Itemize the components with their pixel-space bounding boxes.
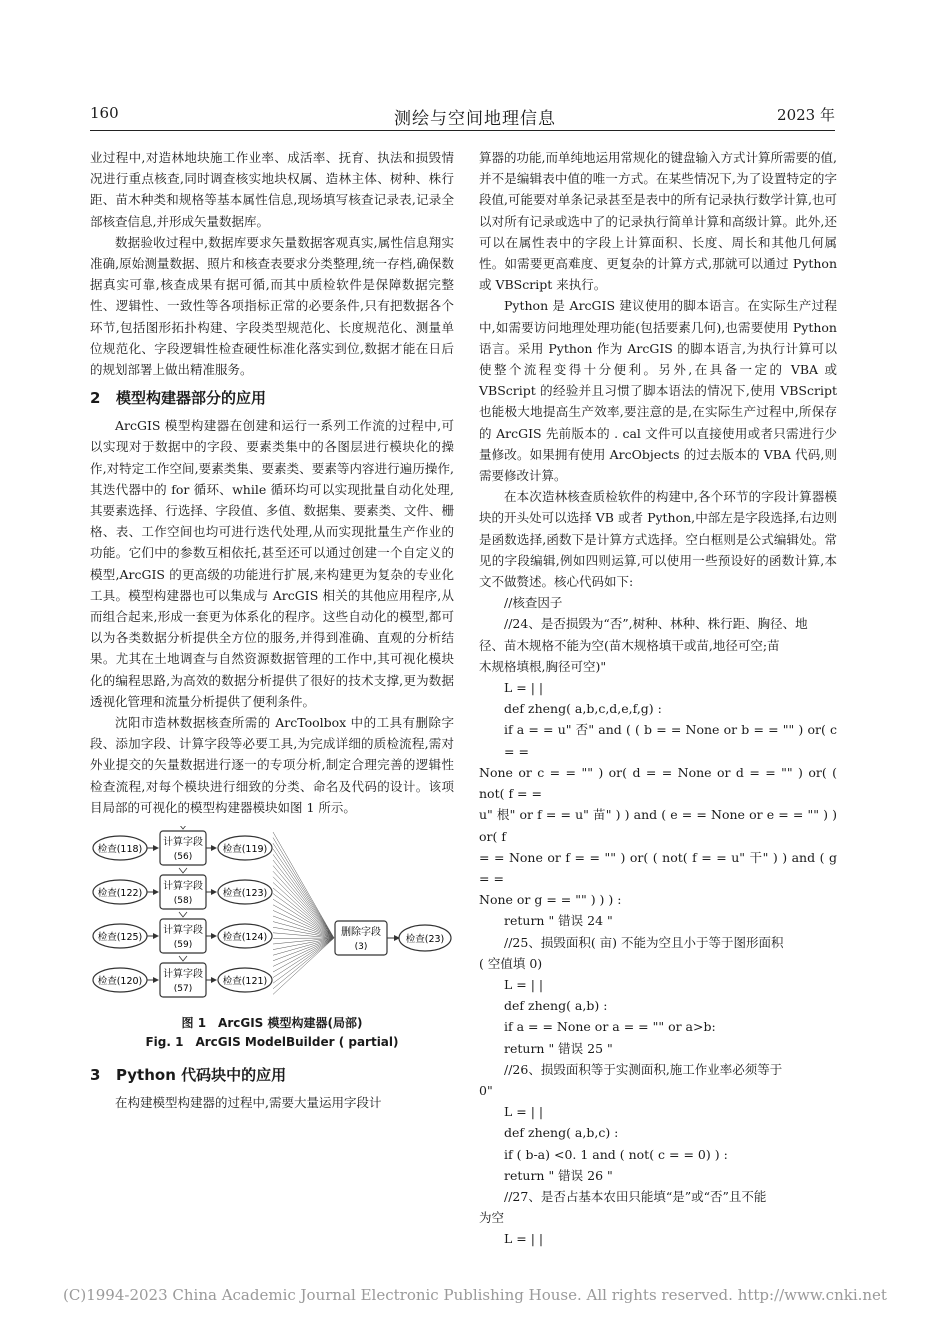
journal-title: 测绘与空间地理信息: [394, 109, 556, 129]
section-number: 2: [90, 389, 101, 408]
paragraph: 在构建模型构建器的过程中,需要大量运用字段计: [115, 1095, 382, 1111]
section-title: 模型构建器部分的应用: [116, 389, 267, 408]
code-line: def zheng( a,b) :: [504, 998, 608, 1014]
paragraph: 沈阳市造林数据核查所需的 ArcToolbox 中的工具有删除字段、添加字段、计算字段等必要工具,为完成详细的质检流程,需对外业提交的矢量数据进行逐一的专项分析,制定合理完善的逻辑性检查流程,对每个模块进行细致的分类、命名及代码的设计。该项目局部的可视化的模型构建器模块如图 1 所示。: [90, 715, 454, 815]
figure-row: [93, 956, 272, 997]
code-block: [479, 592, 837, 1249]
year-label: 2023 年: [777, 106, 835, 124]
code-line: //26、损毁面积等于实测面积,施工作业率必须等于: [504, 1061, 783, 1077]
delete-field-id: (3): [354, 942, 368, 953]
code-line: //核查因子: [504, 595, 563, 611]
delete-field-label: 删除字段: [341, 927, 381, 939]
paragraph: 数据验收过程中,数据库要求矢量数据客观真实,属性信息翔实准确,原始测量数据、照片和核查表要求分类整理,统一存档,确保数据真实可靠,核查成果有据可循,而其中质检软件是保障数据完整性、逻辑性、一致性等各项指标正常的必要条件,只有把数据各个环节,包括图形拓扑构建、字段类型规范化、长度规范化、测量单位规范化、字段逻辑性检查硬性标准化落实到位,数据才能在日后的规划部署上做出精准服务。: [90, 234, 454, 378]
calculate-field-id: (57): [173, 984, 193, 995]
section-heading-2: [90, 387, 454, 408]
paragraph: 算器的功能,而单纯地运用常规化的键盘输入方式计算所需要的值,并不是编辑表中值的唯一方式。在某些情况下,为了设置特定的字段值,可能要对单条记录甚至是表中的所有记录执行数学计算,也可以对所有记录或选中了的记录执行简单计算和高级计算。此外,还可以在属性表中的字段上计算面积、长度、周长和其他几何属性。如需要更高难度、更复杂的计算方式,那就可以通过 Python 或 VBScript 来执行。: [479, 150, 837, 293]
calculate-field-id: (56): [173, 852, 193, 863]
section-number: 3: [90, 1066, 101, 1085]
input-check-label: 检查(125): [97, 932, 143, 944]
code-line: if ( b-a) <0. 1 and ( not( c = = 0) ) :: [504, 1146, 728, 1162]
calculate-field-label: 计算字段: [163, 925, 203, 937]
calculate-field-id: (59): [173, 940, 193, 951]
code-line: //25、损毁面积( 亩) 不能为空且小于等于图形面积: [504, 934, 784, 950]
final-check-label: 检查(23): [405, 934, 445, 946]
code-line: if a = = u" 否" and ( ( b = = None or b = = "" ) or( c = =: [504, 722, 837, 759]
code-line: 木规格填根,胸径可空)": [479, 658, 607, 674]
code-line: 径、苗木规格不能为空(苗木规格填干或苗,地径可空;苗: [479, 637, 780, 653]
code-line: return " 错误 25 ": [504, 1040, 613, 1056]
figure-row: [93, 826, 272, 865]
code-line: //24、是否损毁为“否”,树种、林种、株行距、胸径、地: [504, 616, 808, 632]
output-check-label: 检查(124): [222, 932, 268, 944]
input-check-label: 检查(120): [97, 976, 143, 988]
calculate-field-label: 计算字段: [163, 837, 203, 849]
code-line: L = | |: [504, 1231, 544, 1247]
code-line: None or c = = "" ) or( d = = None or d = = "" ) or( ( not( f = =: [479, 764, 837, 802]
code-line: 0": [479, 1082, 493, 1098]
code-line: L = | |: [504, 1104, 544, 1120]
section-heading-3: [90, 1064, 454, 1085]
input-check-label: 检查(118): [97, 844, 143, 856]
code-line: if a = = None or a = = "" or a>b:: [504, 1019, 716, 1035]
section-title: Python 代码块中的应用: [116, 1066, 287, 1085]
right-column: [479, 147, 837, 1250]
code-line: def zheng( a,b,c,d,e,f,g) :: [504, 701, 662, 717]
paragraph: ArcGIS 模型构建器在创建和运行一系列工作流的过程中,可以实现对于数据中的字段、要素类集中的各图层进行模块化的操作,对特定工作空间,要素类集、要素类、要素等内容进行遍历操作,其迭代器中的 for 循环、while 循环均可以实现批量自动化处理,其要素选择、行选择、字段值、多值、数据集、要素类、文件、栅格、表、工作空间也均可进行迭代处理,从而实现批量生产作业的功能。它们中的参数互相依托,甚至还可以通过创建一个自定义的模型,ArcGIS 的更高级的功能进行扩展,来构建更为复杂的专业化工具。模型构建器也可以集成与 ArcGIS 相关的其他应用程序,从而组合起来,形成一套更为体系化的程序。这些自动化的模型,都可以为各类数据分析提供全方位的服务,并得到准确、直观的分析结果。尤其在土地调查与自然资源数据管理的工作中,其可视化模块化的编程思路,为高效的数据分析提供了很好的技术支撑,更为数据透视化管理和流量分析提供了便利条件。: [90, 418, 454, 709]
code-line: L = | |: [504, 976, 544, 992]
output-check-label: 检查(123): [222, 888, 268, 900]
paragraph: Python 是 ArcGIS 建议使用的脚本语言。在实际生产过程中,如需要访问地理处理功能(包括要素几何),也需要使用 Python 语言。采用 Python 作为 ArcGIS 的脚本语言,为执行计算可以使整个流程变得十分便利。另外,在具备一定的 VBA 或 VBScript 的经验并且习惯了脚本语法的情况下,使用 VBScript 也能极大地提高生产效率,要注意的是,在实际生产过程中,所保存的 ArcGIS 先前版本的 . cal 文件可以直接使用或者只需进行少量修改。如果拥有使用 ArcObjects 的过去版本的 VBA 代码,则需要修改计算。: [479, 298, 837, 484]
figure-caption-en: Fig. 1 ArcGIS ModelBuilder ( partial): [145, 1035, 399, 1050]
output-check-label: 检查(119): [222, 844, 268, 856]
figure-row: [93, 868, 272, 909]
code-line: ( 空值填 0): [479, 955, 543, 971]
figure-caption-cn: 图 1 ArcGIS 模型构建器(局部): [181, 1016, 363, 1031]
code-line: u" 根" or f = = u" 苗" ) ) and ( e = = None or e = = "" ) ) or( f: [479, 807, 837, 844]
fan-lines: [273, 832, 334, 994]
copyright-footer: (C)1994-2023 China Academic Journal Electronic Publishing House. All rights reserved. http://www.cnki.net: [63, 1286, 887, 1304]
code-line: return " 错误 26 ": [504, 1167, 613, 1183]
code-line: 为空: [479, 1210, 505, 1226]
calculate-field-label: 计算字段: [163, 881, 203, 893]
code-line: None or g = = "" ) ) ) :: [479, 892, 622, 908]
code-line: L = | |: [504, 680, 544, 696]
input-check-label: 检查(122): [97, 888, 143, 900]
modelbuilder-figure: [90, 826, 454, 1006]
header-rule: [90, 130, 835, 131]
left-column: [90, 147, 454, 1113]
paragraph: 业过程中,对造林地块施工作业率、成活率、抚育、执法和损毁情况进行重点核查,同时调查核实地块权属、造林主体、树种、株行距、苗木种类和规格等基本属性信息,现场填写核查记录表,记录全部核查信息,并形成矢量数据库。: [90, 150, 454, 229]
final-check-node: [399, 925, 451, 951]
code-line: = = None or f = = "" ) or( ( not( f = = u" 干" ) ) and ( g = =: [479, 849, 837, 886]
paragraph: 在本次造林核查质检软件的构建中,各个环节的字段计算器模块的开头处可以选择 VB 或者 Python,中部左是字段选择,右边则是函数选择,函数下是计算方式选择。空白框则是公式编辑处。常见的字段编辑,例如四则运算,可以使用一些预设好的函数计算,本文不做赘述。核心代码如下:: [479, 489, 837, 590]
page-number: 160: [90, 104, 119, 122]
calculate-field-id: (58): [173, 896, 193, 907]
figure-row: [93, 912, 272, 953]
output-check-label: 检查(121): [222, 976, 268, 988]
delete-field-node: [335, 921, 387, 955]
code-line: def zheng( a,b,c) :: [504, 1125, 619, 1141]
code-line: //27、是否占基本农田只能填“是”或“否”且不能: [504, 1188, 767, 1204]
calculate-field-label: 计算字段: [163, 969, 203, 981]
code-line: return " 错误 24 ": [504, 913, 613, 929]
